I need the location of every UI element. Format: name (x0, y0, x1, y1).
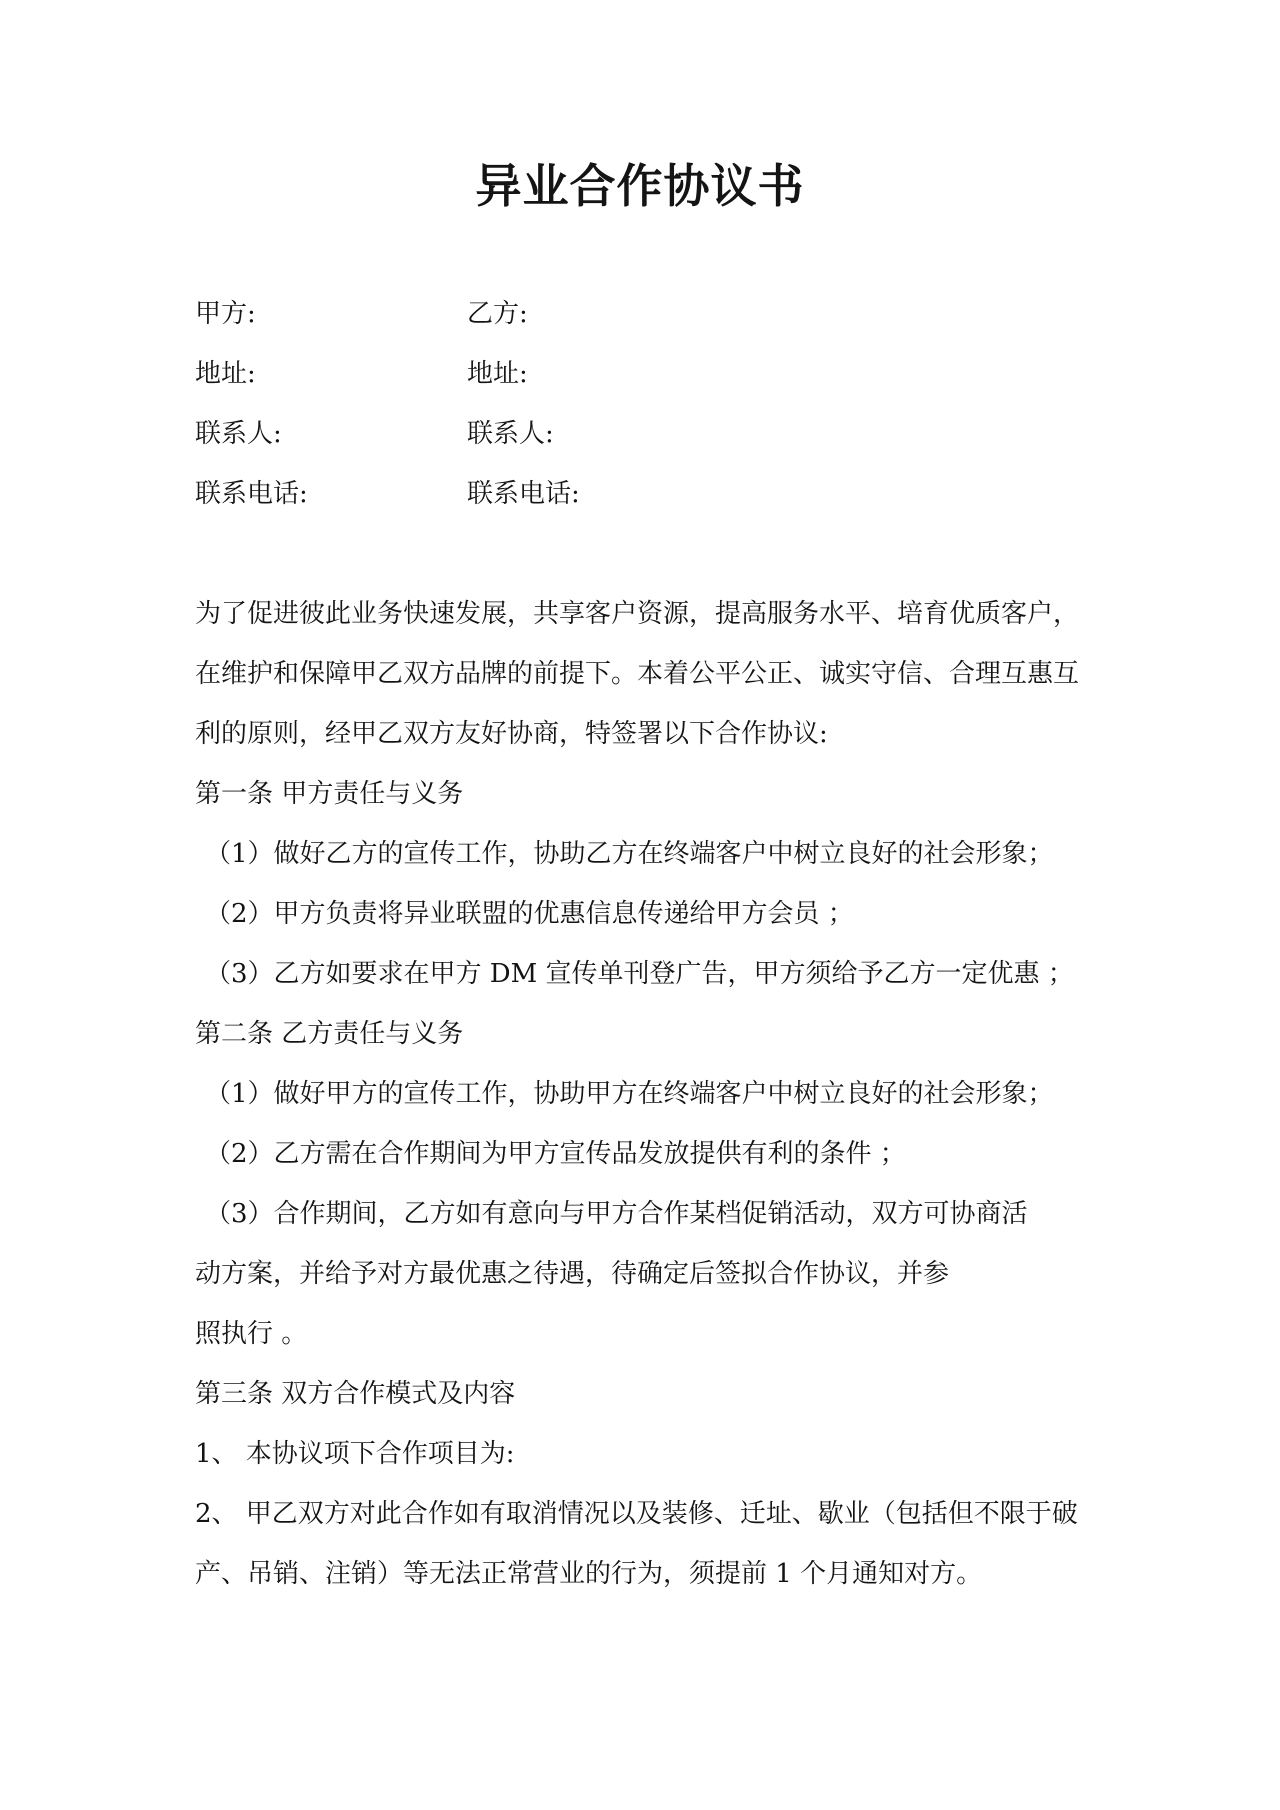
article-3-item: 1、 本协议项下合作项目为: (195, 1439, 515, 1469)
article-1-item: （2）甲方负责将异业联盟的优惠信息传递给甲方会员 ； (205, 899, 854, 929)
article-1-heading: 第一条 甲方责任与义务 (195, 779, 464, 809)
party-b-name-label: 乙方: (467, 299, 528, 329)
party-a-contact-label: 联系人: (195, 419, 282, 449)
document-title: 异业合作协议书 (475, 159, 805, 213)
party-a-address-label: 地址: (195, 359, 256, 389)
article-1-item: （3）乙方如要求在甲方 DM 宣传单刊登广告，甲方须给予乙方一定优惠 ； (205, 959, 1074, 989)
article-1-item: （1）做好乙方的宣传工作，协助乙方在终端客户中树立良好的社会形象； (205, 839, 1054, 869)
party-b-address-label: 地址: (467, 359, 528, 389)
intro-paragraph-line: 为了促进彼此业务快速发展，共享客户资源，提高服务水平、培育优质客户， (195, 599, 1080, 629)
article-2-item: （3）合作期间，乙方如有意向与甲方合作某档促销活动，双方可协商活 (205, 1199, 1028, 1229)
article-3-heading: 第三条 双方合作模式及内容 (195, 1379, 516, 1409)
article-2-item: （2）乙方需在合作期间为甲方宣传品发放提供有利的条件 ； (205, 1139, 906, 1169)
article-3-item: 2、 甲乙双方对此合作如有取消情况以及装修、迁址、歇业（包括但不限于破 (195, 1499, 1078, 1529)
party-b-contact-label: 联系人: (467, 419, 554, 449)
party-b-phone-label: 联系电话: (467, 479, 580, 509)
intro-paragraph-line: 在维护和保障甲乙双方品牌的前提下。本着公平公正、诚实守信、合理互惠互 (195, 659, 1080, 689)
party-a-phone-label: 联系电话: (195, 479, 308, 509)
intro-paragraph-line: 利的原则，经甲乙双方友好协商，特签署以下合作协议: (195, 719, 828, 749)
article-2-heading: 第二条 乙方责任与义务 (195, 1019, 464, 1049)
article-2-item: （1）做好甲方的宣传工作，协助甲方在终端客户中树立良好的社会形象； (205, 1079, 1054, 1109)
article-3-item-continuation: 产、吊销、注销）等无法正常营业的行为，须提前 1 个月通知对方。 (195, 1559, 983, 1589)
party-a-name-label: 甲方: (195, 299, 256, 329)
article-2-item-continuation: 动方案，并给予对方最优惠之待遇，待确定后签拟合作协议，并参 (195, 1259, 950, 1289)
article-2-item-continuation: 照执行 。 (195, 1319, 308, 1349)
